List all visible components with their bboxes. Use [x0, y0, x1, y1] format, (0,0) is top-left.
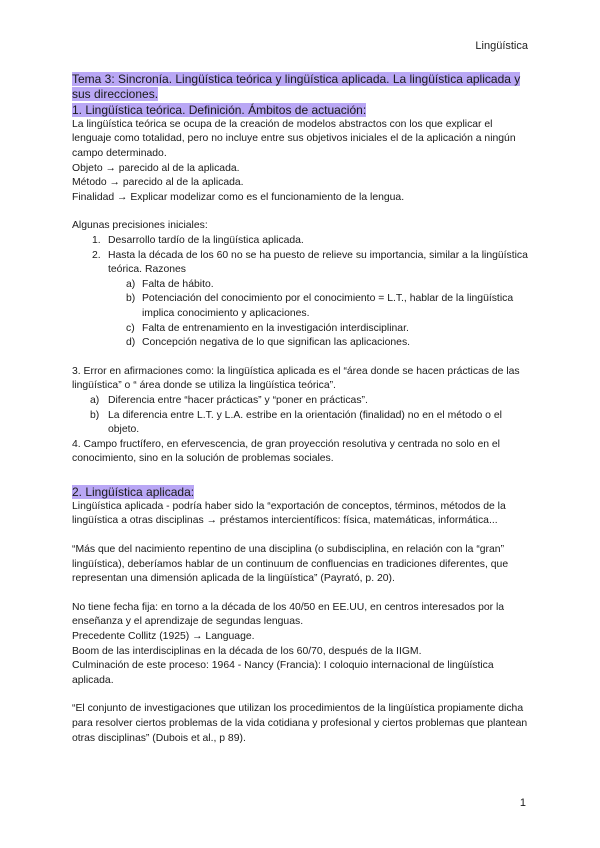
document-body — [72, 72, 528, 746]
list-item — [72, 409, 528, 438]
metodo-line: Método → parecido al de la aplicada. — [72, 177, 244, 189]
list-text: Hasta la década de los 60 no se ha puesto de relieve su importancia, similar a la lingüística teórica. Razones — [108, 249, 528, 276]
list-item — [72, 322, 528, 337]
precisiones-title: Algunas precisiones iniciales: — [72, 220, 208, 232]
quote-dubois: “El conjunto de investigaciones que utilizan los procedimientos de la lingüística propiamente dicha para resolver ciertos problemas de la vida cotidiana y profesional y ciertos problemas que plantean otras disciplinas” (Dubois et al., p 89). — [72, 703, 528, 744]
list-letter: c) — [126, 322, 135, 334]
point3: 3. Error en afirmaciones como: la lingüística aplicada es el “área donde se hacen prácticas de las lingüística” o “ área donde se utiliza la lingüística teórica”. — [72, 365, 520, 392]
list-text: Falta de entrenamiento en la investigación interdisciplinar. — [142, 322, 409, 334]
list-item — [72, 394, 528, 409]
section2-heading-highlight: 2. Lingüística aplicada: — [72, 484, 195, 499]
list-number: 2. — [92, 249, 101, 261]
point3-list — [72, 394, 528, 438]
list-text: Potenciación del conocimiento por el conocimiento = L.T., hablar de la lingüística implica conocimiento y aplicaciones. — [142, 293, 514, 319]
section1-heading — [72, 103, 528, 118]
objeto-line: Objeto → parecido al de la aplicada. — [72, 162, 240, 174]
list-item — [72, 234, 528, 249]
list-letter: b) — [126, 293, 136, 305]
list-text: Falta de hábito. — [142, 278, 214, 290]
list-letter: a) — [90, 394, 100, 406]
page-number: 1 — [519, 797, 526, 809]
list-letter: b) — [90, 409, 100, 421]
section2-heading — [72, 485, 528, 500]
list-number: 1. — [92, 234, 101, 246]
section2-p2: No tiene fecha fija: en torno a la década de los 40/50 en EE.UU, en centros interesados por la enseñanza y el aprendizaje de segundas lenguas. — [72, 601, 505, 628]
list-text: Desarrollo tardío de la lingüística aplicada. — [108, 234, 304, 246]
topic-title — [72, 72, 528, 103]
list-letter: a) — [126, 278, 136, 290]
section2-p1: Lingüística aplicada - podría haber sido la “exportación de conceptos, términos, métodos de la lingüística a otras disciplinas → préstamos intercientíficos: física, matemáticas, informática... — [72, 500, 506, 527]
list-item — [72, 336, 528, 351]
list-text: Concepción negativa de lo que significan las aplicaciones. — [142, 337, 411, 349]
topic-title-highlight: Tema 3: Sincronía. Lingüística teórica y lingüística aplicada. La lingüística aplicada y sus direcciones. — [72, 72, 521, 102]
section2-p4: Boom de las interdisciplinas en la década de los 60/70, después de la IIGM. — [72, 645, 422, 657]
header-title: Lingüística — [475, 40, 528, 52]
section2-p3: Precedente Collitz (1925) → Language. — [72, 631, 255, 643]
section2-p5: Culminación de este proceso: 1964 - Nancy (Francia): I coloquio internacional de lingüística aplicada. — [72, 660, 494, 686]
list-text: Diferencia entre “hacer prácticas” y “poner en prácticas”. — [108, 394, 368, 406]
finalidad-line: Finalidad → Explicar modelizar como es el funcionamiento de la lengua. — [72, 191, 405, 203]
list-letter: d) — [126, 337, 136, 349]
list-item — [72, 249, 528, 278]
list-text: La diferencia entre L.T. y L.A. estribe en la orientación (finalidad) no en el método o el objeto. — [108, 409, 502, 436]
point4: 4. Campo fructífero, en efervescencia, de gran proyección resolutiva y centrada no solo en el conocimiento, sino en la solución de problemas sociales. — [72, 438, 500, 465]
precisiones-list — [72, 234, 528, 351]
section1-heading-highlight: 1. Lingüística teórica. Definición. Ámbitos de actuación: — [72, 102, 367, 117]
quote-payrato: “Más que del nacimiento repentino de una disciplina (o subdisciplina, en relación con la “gran” lingüística), deberíamos hablar de un continuum de confluencias en tradiciones diferentes, que representan una dimensión aplicada de la lingüística” (Payrató, p. 20). — [72, 544, 509, 585]
list-item — [72, 292, 528, 321]
section1-intro: La lingüística teórica se ocupa de la creación de modelos abstractos con los que explicar el lenguaje como totalidad, pero no incluye entre sus objetivos iniciales el de la aplicación a ningún campo determinado. — [72, 118, 516, 159]
list-item — [72, 278, 528, 293]
